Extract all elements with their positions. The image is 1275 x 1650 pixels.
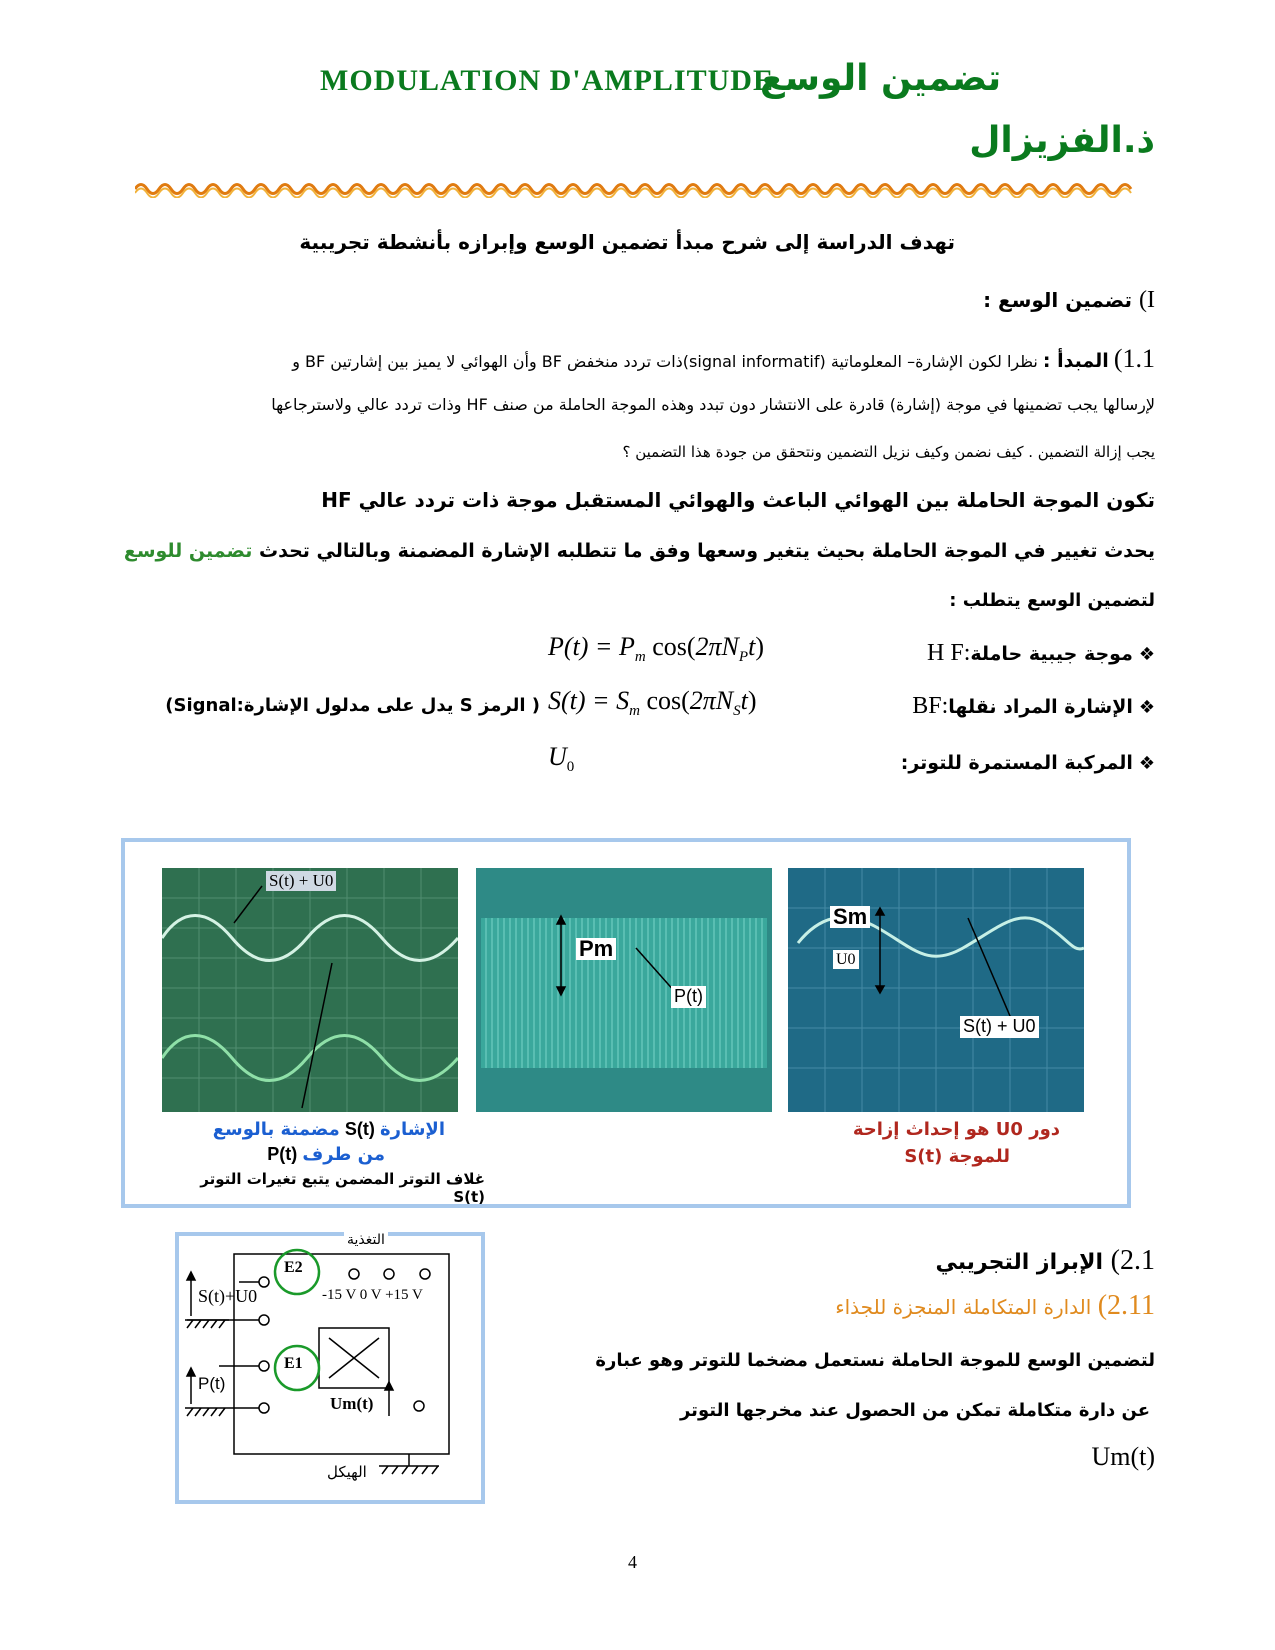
caption-right-line-1: دور U0 هو إحداث إزاحة xyxy=(852,1119,1060,1140)
subsection-text-3: Um(t) xyxy=(1091,1442,1155,1471)
intro-text: تهدف الدراسة إلى شرح مبدأ تضمين الوسع وإبرازه بأنشطة تجريبية xyxy=(299,230,955,254)
signal-note: ( الرمز S يدل على مدلول الإشارة:Signal) xyxy=(165,695,540,716)
circuit-supply-label: التغذية xyxy=(344,1232,388,1249)
scope-carrier-graph xyxy=(476,868,772,1112)
subsection-number: 2.11) xyxy=(1097,1290,1155,1321)
caption-left-2a: من طرف xyxy=(302,1144,385,1165)
author-name: ذ.الفزيزال xyxy=(969,120,1155,161)
scope-right-u0-label: U0 xyxy=(833,950,859,969)
principle-title: المبدأ : xyxy=(1042,350,1109,372)
bullet-dc-label: المركبة المستمرة للتوتر: xyxy=(900,752,1133,774)
caption-left-line-2 xyxy=(185,1144,385,1165)
title-french: MODULATION D'AMPLITUDE xyxy=(320,64,774,97)
circuit-diagram xyxy=(175,1232,485,1504)
formula-dc: $U_0$ xyxy=(548,742,575,776)
scope-carrier xyxy=(476,868,772,1112)
caption-left-2b: P(t) xyxy=(267,1144,298,1164)
scope-mid-pm-label: Pm xyxy=(576,938,616,960)
formula-carrier: $P(t) = P_m$ $\cos(2\pi N_Pt)$ xyxy=(548,632,764,666)
subsection-text-2: عن دارة متكاملة تمكن من الحصول عند مخرجها التوتر xyxy=(679,1400,1150,1421)
circuit-p-input-label: P(t) xyxy=(198,1374,226,1393)
circuit-e2-label: E2 xyxy=(284,1259,303,1276)
diamond-bullet-icon: ❖ xyxy=(1138,644,1155,665)
scope-right-label: S(t) + U0 xyxy=(960,1016,1039,1038)
subsection-heading xyxy=(835,1290,1155,1322)
principle-line-3: يجب إزالة التضمين . كيف نضمن وكيف نزيل التضمين ونتحقق من جودة هذا التضمين ؟ xyxy=(622,443,1155,461)
principle-line-1 xyxy=(120,344,1155,374)
section-1-heading xyxy=(983,287,1155,314)
section-2-number: 2.1) xyxy=(1110,1245,1155,1276)
circuit-s-input-label: S(t)+U0 xyxy=(198,1286,258,1306)
caption-left-line-1 xyxy=(185,1119,445,1140)
highlight-amplitude-modulation: تضمين للوسع xyxy=(123,540,253,562)
bullet-signal xyxy=(912,693,1155,720)
requirements-heading: لتضمين الوسع يتطلب : xyxy=(949,590,1155,611)
bullet-dc xyxy=(901,752,1155,774)
circuit-ground-label: الهيكل xyxy=(327,1463,367,1481)
circuit-output-label: Um(t) xyxy=(330,1394,374,1413)
section-2-title: الإبراز التجريبي xyxy=(935,1250,1103,1275)
section-2-heading xyxy=(935,1245,1155,1277)
scope-offset xyxy=(788,868,1084,1112)
caption-left-line-3: غلاف التوتر المضمن يتبع تغيرات التوتر S(t) xyxy=(200,1170,485,1206)
page-number: 4 xyxy=(628,1552,637,1572)
bullet-carrier xyxy=(927,640,1155,667)
principle-text-1: نظرا لكون الإشارة– المعلوماتية (signal informatif)ذات تردد منخفض BF وأن الهوائي لا يميز بين إشارتين BF و xyxy=(292,352,1038,371)
caption-left-1a: الإشارة xyxy=(379,1119,445,1140)
principle-line-2: لإرسالها يجب تضمينها في موجة (إشارة) قادرة على الانتشار دون تبدد وهذه الموجة الحاملة من صنف HF وذات تردد عالي ولاسترجاعها xyxy=(271,395,1155,414)
scope-modulated-graph xyxy=(162,868,458,1112)
section-1-title: تضمين الوسع : xyxy=(983,288,1133,312)
formula-signal: $S(t) = S_m$ $\cos(2\pi N_St)$ xyxy=(548,686,757,720)
scope-left-label: S(t) + U0 xyxy=(266,871,336,891)
section-1-number: I) xyxy=(1139,287,1155,313)
paragraph-modulation-text: يحدث تغيير في الموجة الحاملة بحيث يتغير وسعها وفق ما تتطلبه الإشارة المضمنة وبالتالي تحدث xyxy=(259,540,1155,562)
bullet-carrier-label: موجة جيبية حاملة xyxy=(970,643,1133,665)
scope-right-sm-label: Sm xyxy=(830,906,870,928)
scope-modulated xyxy=(162,868,458,1112)
paragraph-carrier: تكون الموجة الحاملة بين الهوائي الباعث والهوائي المستقبل موجة ذات تردد عالي HF xyxy=(321,488,1155,512)
principle-number: 1.1) xyxy=(1113,344,1155,373)
diamond-bullet-icon: ❖ xyxy=(1138,697,1155,718)
paragraph-modulation xyxy=(124,540,1155,562)
oscilloscope-figure-panel xyxy=(121,838,1131,1208)
subsection-text-1: لتضمين الوسع للموجة الحاملة نستعمل مضخما للتوتر وهو عبارة xyxy=(595,1350,1155,1371)
title-arabic: تضمين الوسع xyxy=(760,58,1002,99)
circuit-drawing xyxy=(179,1236,481,1500)
caption-left-1c: مضمنة بالوسع xyxy=(212,1119,340,1140)
diamond-bullet-icon: ❖ xyxy=(1138,753,1155,774)
caption-right-line-2: للموجة S(t) xyxy=(904,1146,1010,1167)
bullet-carrier-tag: :H F xyxy=(927,640,971,666)
decorative-divider xyxy=(135,180,1140,198)
subsection-title: الدارة المتكاملة المنجزة للجذاء xyxy=(835,1295,1092,1319)
scope-mid-pt-label: P(t) xyxy=(671,986,706,1008)
bullet-signal-label: الإشارة المراد نقلها xyxy=(948,696,1133,718)
bullet-signal-tag: :BF xyxy=(912,693,949,719)
circuit-voltages-label: -15 V 0 V +15 V xyxy=(322,1287,423,1303)
circuit-e1-label: E1 xyxy=(284,1355,303,1372)
caption-left-1b: S(t) xyxy=(344,1119,375,1139)
